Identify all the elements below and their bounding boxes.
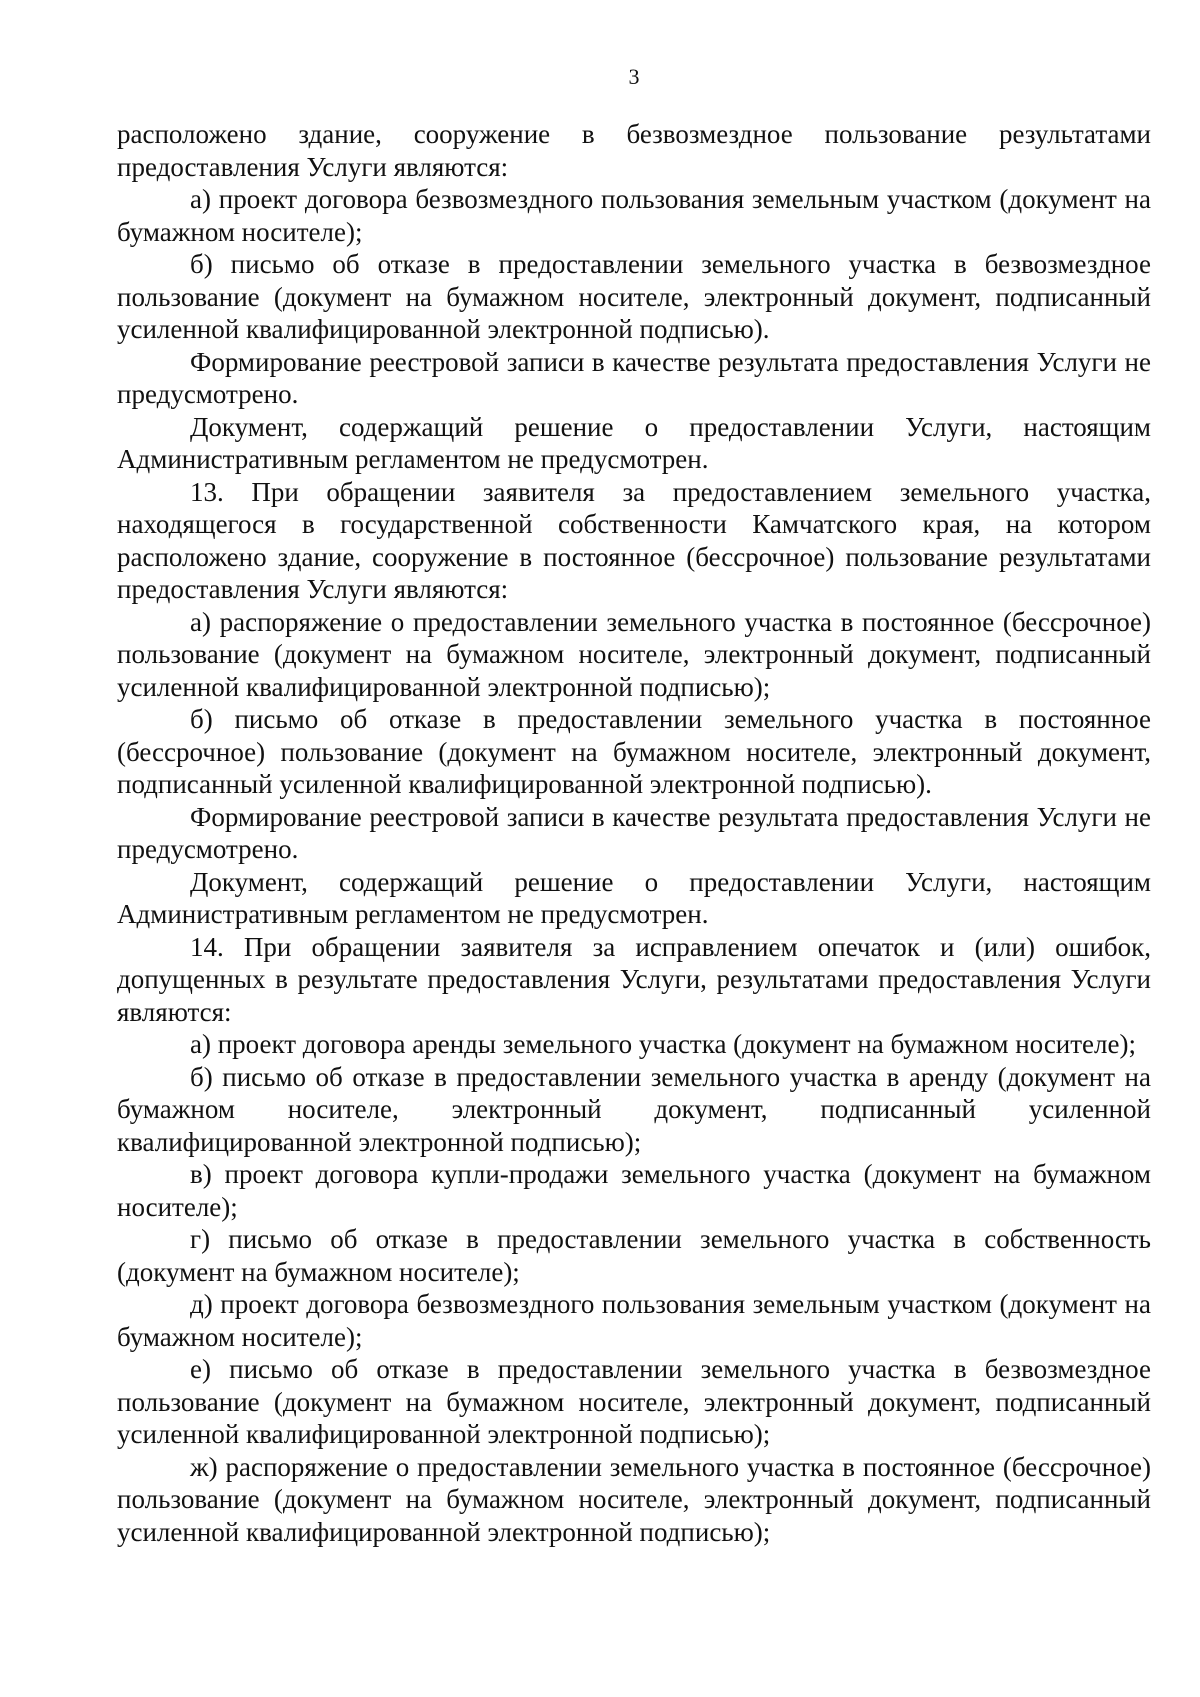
paragraph: расположено здание, сооружение в безвозмездное пользование результатами предоставления Услуги являются:: [117, 119, 1151, 182]
paragraph: Документ, содержащий решение о предоставлении Услуги, настоящим Административным регламентом не предусмотрен.: [117, 411, 1151, 474]
paragraph: е) письмо об отказе в предоставлении земельного участка в безвозмездное пользование (документ на бумажном носителе, электронный документ, подписанный усиленной квалифицированной электронной подписью);: [117, 1354, 1151, 1449]
paragraph: ж) распоряжение о предоставлении земельного участка в постоянное (бессрочное) пользование (документ на бумажном носителе, электронный документ, подписанный усиленной квалифицированной электронной подписью);: [117, 1451, 1151, 1547]
paragraph: в) проект договора купли-продажи земельного участка (документ на бумажном носителе);: [117, 1159, 1151, 1222]
paragraph: б) письмо об отказе в предоставлении земельного участка в безвозмездное пользование (документ на бумажном носителе, электронный документ, подписанный усиленной квалифицированной электронной подписью).: [117, 249, 1151, 344]
paragraph: а) распоряжение о предоставлении земельного участка в постоянное (бессрочное) пользование (документ на бумажном носителе, электронный документ, подписанный усиленной квалифицированной электронной подписью);: [117, 606, 1151, 702]
section-13-paragraph: 13. При обращении заявителя за предоставлением земельного участка, находящегося в государственной собственности Камчатского края, на котором расположено здание, сооружение в постоянное (бессрочное) пользование результатами предоставления Услуги являются:: [117, 476, 1151, 604]
paragraph: б) письмо об отказе в предоставлении земельного участка в постоянное (бессрочное) пользование (документ на бумажном носителе, электронный документ, подписанный усиленной квалифицированной электронной подписью).: [117, 704, 1151, 799]
section-14-paragraph: 14. При обращении заявителя за исправлением опечаток и (или) ошибок, допущенных в результате предоставления Услуги, результатами предоставления Услуги являются:: [117, 931, 1151, 1027]
page-number: 3: [628, 64, 640, 89]
paragraph: а) проект договора безвозмездного пользования земельным участком (документ на бумажном носителе);: [117, 184, 1151, 247]
paragraph: б) письмо об отказе в предоставлении земельного участка в аренду (документ на бумажном носителе, электронный документ, подписанный усиленной квалифицированной электронной подписью);: [117, 1061, 1151, 1157]
paragraph: г) письмо об отказе в предоставлении земельного участка в собственность (документ на бумажном носителе);: [117, 1224, 1151, 1287]
paragraph: д) проект договора безвозмездного пользования земельным участком (документ на бумажном носителе);: [117, 1289, 1151, 1352]
paragraph: Формирование реестровой записи в качестве результата предоставления Услуги не предусмотрено.: [117, 801, 1151, 864]
paragraph: а) проект договора аренды земельного участка (документ на бумажном носителе);: [190, 1029, 1136, 1059]
document-body: [117, 118, 1151, 1548]
paragraph: Формирование реестровой записи в качестве результата предоставления Услуги не предусмотрено.: [117, 346, 1151, 409]
paragraph: Документ, содержащий решение о предоставлении Услуги, настоящим Административным регламентом не предусмотрен.: [117, 866, 1151, 929]
